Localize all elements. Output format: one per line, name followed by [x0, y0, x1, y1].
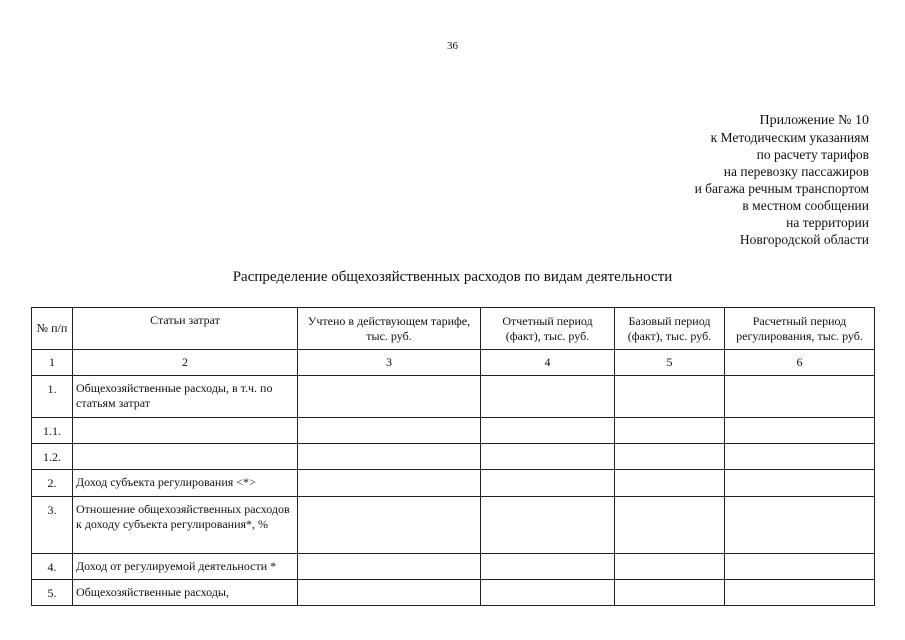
appendix-line: на территории [786, 215, 869, 230]
header-cell: Учтено в действующем тарифе, тыс. руб. [298, 308, 481, 350]
row-number: 1.1. [32, 418, 73, 444]
table-row [32, 444, 875, 470]
value-cell [481, 470, 615, 497]
row-label: Отношение общехозяйственных расходов к доходу субъекта регулирования*, % [73, 497, 298, 554]
header-cell: Статьи затрат [73, 308, 298, 350]
value-cell [725, 497, 875, 554]
value-cell [481, 497, 615, 554]
appendix-line: по расчету тарифов [756, 147, 869, 162]
appendix-line: и багажа речным транспортом [694, 181, 869, 196]
column-number-row [32, 350, 875, 376]
value-cell [298, 376, 481, 418]
column-number: 5 [615, 350, 725, 376]
table-header-row [32, 308, 875, 350]
value-cell [615, 470, 725, 497]
row-number: 4. [32, 554, 73, 580]
value-cell [481, 554, 615, 580]
value-cell [725, 376, 875, 418]
row-number: 3. [32, 497, 73, 554]
appendix-line: на перевозку пассажиров [723, 164, 869, 179]
row-label [73, 418, 298, 444]
table-row [32, 376, 875, 418]
value-cell [725, 418, 875, 444]
value-cell [615, 418, 725, 444]
appendix-line: в местном сообщении [742, 198, 869, 213]
value-cell [481, 580, 615, 606]
row-label [73, 444, 298, 470]
row-label: Доход от регулируемой деятельности * [73, 554, 298, 580]
header-cell: Расчетный период регулирования, тыс. руб. [725, 308, 875, 350]
value-cell [481, 418, 615, 444]
value-cell [481, 444, 615, 470]
column-number: 2 [73, 350, 298, 376]
table-row [32, 497, 875, 554]
header-cell: Отчетный период (факт), тыс. руб. [481, 308, 615, 350]
value-cell [298, 580, 481, 606]
table-row [32, 554, 875, 580]
row-label: Общехозяйственные расходы, [73, 580, 298, 606]
value-cell [615, 554, 725, 580]
value-cell [615, 497, 725, 554]
value-cell [481, 376, 615, 418]
value-cell [725, 444, 875, 470]
column-number: 3 [298, 350, 481, 376]
row-number: 1.2. [32, 444, 73, 470]
page-number: 36 [447, 40, 458, 52]
cost-distribution-table [31, 307, 875, 606]
value-cell [725, 580, 875, 606]
appendix-line: Приложение № 10 [759, 113, 869, 128]
appendix-line: к Методическим указаниям [710, 130, 869, 145]
value-cell [615, 376, 725, 418]
header-cell: Базовый период (факт), тыс. руб. [615, 308, 725, 350]
appendix-note [695, 112, 869, 248]
value-cell [298, 554, 481, 580]
column-number: 6 [725, 350, 875, 376]
value-cell [298, 470, 481, 497]
document-title: Распределение общехозяйственных расходов по видам деятельности [232, 269, 673, 285]
row-number: 2. [32, 470, 73, 497]
table-row [32, 580, 875, 606]
column-number: 1 [32, 350, 73, 376]
value-cell [298, 497, 481, 554]
column-number: 4 [481, 350, 615, 376]
table-row [32, 418, 875, 444]
appendix-line: Новгородской области [739, 232, 869, 247]
header-cell: № п/п [32, 308, 73, 350]
row-number: 5. [32, 580, 73, 606]
row-label: Доход субъекта регулирования <*> [73, 470, 298, 497]
value-cell [725, 554, 875, 580]
value-cell [298, 418, 481, 444]
row-label: Общехозяйственные расходы, в т.ч. по статьям затрат [73, 376, 298, 418]
value-cell [615, 444, 725, 470]
value-cell [298, 444, 481, 470]
value-cell [615, 580, 725, 606]
table-row [32, 470, 875, 497]
value-cell [725, 470, 875, 497]
row-number: 1. [32, 376, 73, 418]
